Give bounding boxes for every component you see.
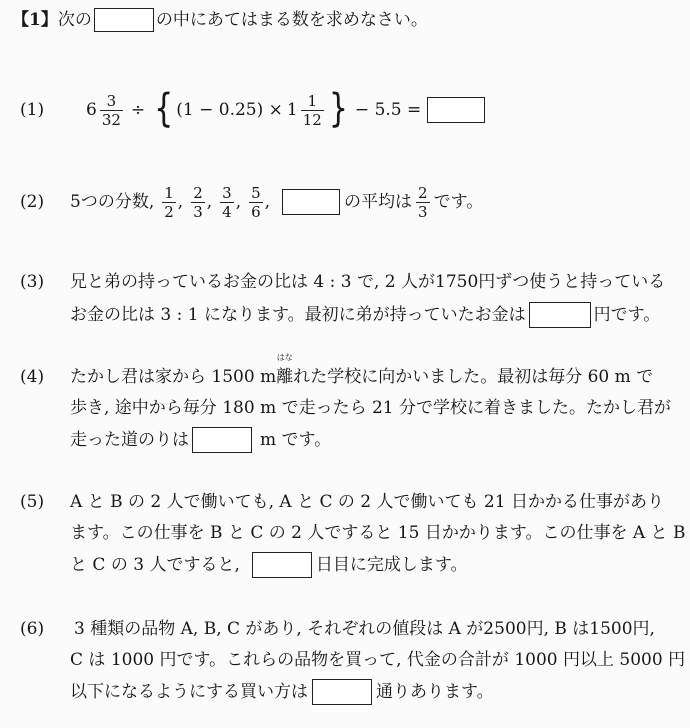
question-3-line-2 [70,302,660,328]
question-6-line-1 [20,617,655,641]
question-2-label: (2) [20,192,45,212]
q2-fraction-2-numerator: 2 [193,183,203,202]
q2-fraction-1 [162,185,176,220]
question-3-label: (3) [20,272,45,292]
question-6-label: (6) [20,619,45,639]
q2-average-fraction [416,185,430,220]
q6-answer-box[interactable] [312,679,372,705]
q1-mixed2-denominator: 12 [302,110,322,129]
q2-fraction-2 [191,185,205,220]
q5-text-line-3-after: 日目に完成します。 [315,555,468,575]
q4-text-line-1-before: たかし君は家から 1500 m [70,367,277,387]
q5-text-line-3-before: と C の 3 人ですると, [70,555,240,575]
q6-text-line-1: 3 種類の品物 A, B, C があり, それぞれの値段は A が2500円, B は1500円, [74,619,655,639]
q6-text-line-2: C は 1000 円です。これらの品物を買って, 代金の合計が 1000 円以上 5000 円 [70,650,686,670]
question-4-line-1 [20,353,654,389]
q1-answer-box[interactable] [427,97,485,123]
q5-text-line-2: ます。この仕事を B と C の 2 人ですると 15 日かかります。この仕事を A と B [70,523,686,543]
q2-average-denominator: 3 [418,202,428,221]
q4-answer-box[interactable] [192,427,252,453]
q3-text-line-2: お金の比は 3 : 1 になります。最初に弟が持っていたお金は [70,305,526,325]
q2-text-desu: です。 [433,192,484,212]
q2-fraction-3 [220,185,234,220]
q5-text-line-1: A と B の 2 人で働いても, A と C の 2 人で働いても 21 日かかる仕事があり [70,492,664,512]
question-6-line-3 [70,679,494,705]
q4-text-line-2: 歩き, 途中から毎分 180 m で走ったら 21 分で学校に着きました。たかし君が [70,398,672,418]
problem-number: 【1】 [12,10,58,30]
q2-fraction-3-numerator: 3 [222,183,232,202]
question-5-line-1 [20,490,664,514]
q2-comma-1: , [177,192,184,212]
q4-ruby-base: 離 [276,367,294,387]
question-1-label: (1) [20,100,45,120]
q4-text-line-1-after: れた学校に向かいました。最初は毎分 60 m で [293,367,654,387]
q2-fraction-4-numerator: 5 [251,183,261,202]
q2-comma-2: , [206,192,213,212]
q4-ruby-reading: はな [276,353,293,362]
answer-box-sample [94,8,154,32]
q1-mixed2-fraction [301,93,324,128]
q1-left-brace: { [154,86,174,133]
q2-text-intro: 5つの分数, [70,192,155,212]
q1-paren-expression: (1 − 0.25) × [176,100,283,120]
question-3-line-1 [20,270,665,294]
instruction-line [12,8,428,32]
q4-text-line-3-before: 走った道のりは [70,430,189,450]
q5-answer-box[interactable] [252,552,312,578]
q2-average-numerator: 2 [418,183,428,202]
q1-mixed1-numerator: 3 [106,91,117,110]
q1-right-brace: } [328,86,348,133]
q3-text-line-2-end: 円です。 [593,305,661,325]
q2-fraction-4 [249,185,263,220]
q2-fraction-1-denominator: 2 [164,202,174,221]
instruction-text-before: 次の [57,10,92,30]
question-4-label: (4) [20,367,45,387]
question-2 [20,182,483,222]
question-1 [20,86,485,133]
q3-answer-box[interactable] [529,302,591,328]
question-5-line-3 [70,552,467,578]
q6-text-line-3-after: 通りあります。 [376,682,494,702]
q1-mixed2-whole: 1 [286,100,298,120]
question-4-line-3 [70,427,331,453]
q2-fraction-4-denominator: 6 [251,202,261,221]
question-5-label: (5) [20,492,45,512]
q1-divide-sign: ÷ [130,100,146,120]
q4-text-line-3-after: m です。 [260,430,332,450]
q4-ruby-word [276,353,294,389]
q1-tail-expression: − 5.5 = [354,100,422,120]
q2-comma-3: , [235,192,242,212]
q1-mixed1-whole: 6 [86,100,97,120]
q2-fraction-2-denominator: 3 [193,202,203,221]
q2-text-average: の平均は [344,192,413,212]
q1-mixed1-denominator: 32 [101,110,121,129]
q1-mixed2-numerator: 1 [307,91,318,110]
q3-text-line-1: 兄と弟の持っているお金の比は 4 : 3 で, 2 人が1750円ずつ使うと持っている [70,272,666,292]
question-4-line-2 [70,396,671,420]
question-5-line-2 [70,521,685,545]
question-6-line-2 [70,648,685,672]
q2-answer-box[interactable] [282,189,340,215]
q2-fraction-3-denominator: 4 [222,202,232,221]
q2-comma-4: , [264,192,271,212]
q2-fraction-1-numerator: 1 [164,183,174,202]
q6-text-line-3-before: 以下になるようにする買い方は [70,682,308,702]
q1-mixed1-fraction [100,93,123,128]
instruction-text-after: の中にあてはまる数を求めなさい。 [155,10,428,30]
